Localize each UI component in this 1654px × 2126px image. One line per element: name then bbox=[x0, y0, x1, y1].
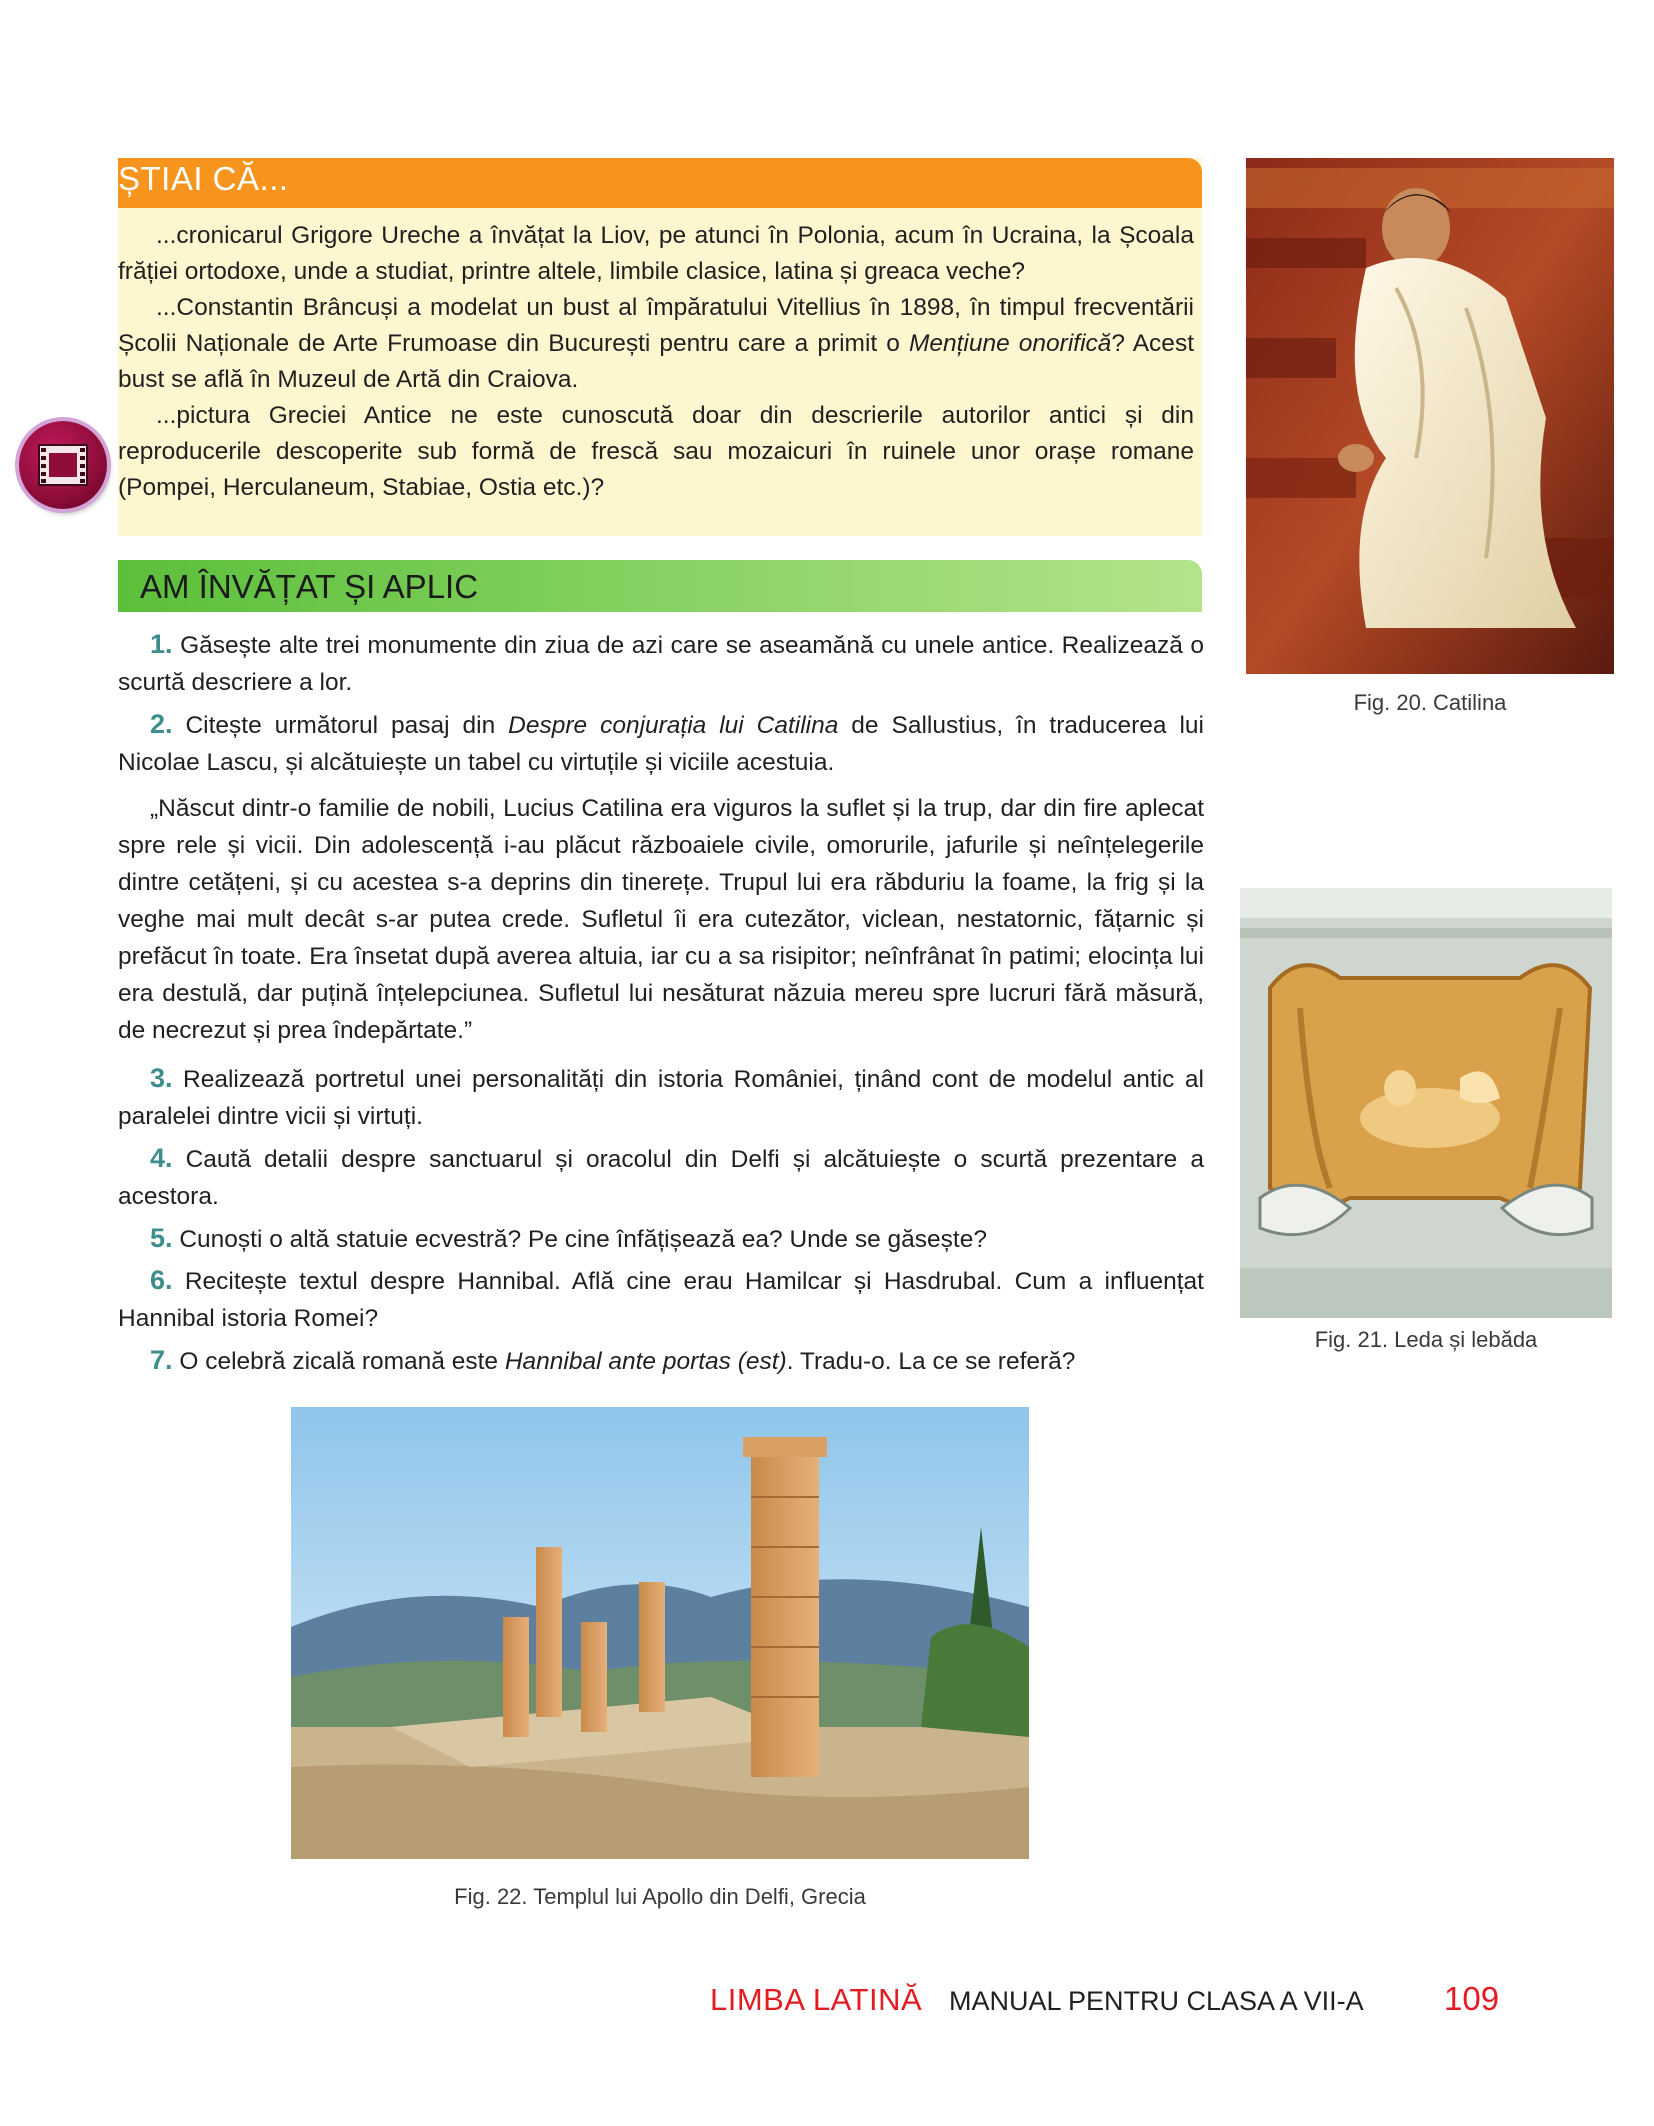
stiai-title: ȘTIAI CĂ... bbox=[118, 160, 289, 197]
catilina-painting bbox=[1246, 158, 1614, 674]
stiai-item-pictura: ...pictura Greciei Antice ne este cunoscută doar din descrierile autorilor antici și din reproducerile descoperite sub formă de frescă sau mozaicuri în ruinele unor orașe romane (Pompei, Herculaneum, Stabiae, Ostia etc.)? bbox=[118, 402, 1194, 501]
catilina-quote: „Născut dintr-o familie de nobili, Lucius Catilina era viguros la suflet și la trup, dar din fire aplecat spre rele și vicii. Din adolescență i-au plăcut războaiele civile, omorurile, jafurile și neînțelegerile dintre cetățeni, și cu acestea s-a deprins din tinerețe. Trupul lui era răbduriu la foame, la frig și la veghe mai mult decât s-ar putea crede. Sufletul îi era cutezător, viclean, nestatornic, fățarnic și prefăcut în toate. Era însetat după averea altuia, iar cu a sa risipitor; neînfrânat în patimi; elocința lui era destulă, dar puțină înțelepciunea. Sufletul lui nesăturat năzuia mereu spre lucruri fără măsură, de necrezut și prea îndepărtate.” bbox=[118, 795, 1204, 1044]
fig22-caption: Fig. 22. Templul lui Apollo din Delfi, Grecia bbox=[454, 1884, 866, 1909]
stiai-item-ureche: ...cronicarul Grigore Ureche a învățat la Liov, pe atunci în Polonia, acum în Ucraina, la Școala frăției ortodoxe, unde a studiat, printre altele, limbile clasice, latina și greaca veche? bbox=[118, 222, 1194, 285]
task-4: 4. Caută detalii despre sanctuarul și oracolul din Delfi și alcătuiește o scurtă prezentare a acestora. bbox=[118, 1143, 1204, 1210]
page-number: 109 bbox=[1444, 1980, 1500, 2017]
task-7: 7. O celebră zicală romană este Hannibal ante portas (est). Tradu-o. La ce se referă? bbox=[150, 1345, 1076, 1375]
footer-title: LIMBA LATINĂ bbox=[710, 1982, 923, 2017]
fig20-caption: Fig. 20. Catilina bbox=[1353, 690, 1507, 715]
fig21-caption: Fig. 21. Leda și lebăda bbox=[1314, 1327, 1538, 1352]
task-1: 1. Găsește alte trei monumente din ziua de azi care se aseamănă cu unele antice. Realizează o scurtă descriere a lor. bbox=[118, 629, 1204, 696]
film-strip-icon[interactable] bbox=[19, 421, 107, 509]
task-6: 6. Recitește textul despre Hannibal. Află cine erau Hamilcar și Hasdrubal. Cum a influențat Hannibal istoria Romei? bbox=[118, 1265, 1204, 1332]
apollo-temple-photo-art bbox=[291, 1407, 1029, 1859]
task-2: 2. Citește următorul pasaj din Despre conjurația lui Catilina de Sallustius, în traducerea lui Nicolae Lascu, și alcătuiește un tabel cu virtuțile și viciile acestuia. bbox=[118, 709, 1204, 776]
stiai-item-brancusi: ...Constantin Brâncuși a modelat un bust al împăratului Vitellius în 1898, în timpul frecventării Școlii Naționale de Arte Frumoase din București pentru care a primit o Mențiune onorifică? Acest bust se află în Muzeul de Artă din Craiova. bbox=[118, 294, 1194, 393]
aplic-title: AM ÎNVĂȚAT ȘI APLIC bbox=[140, 568, 479, 605]
task-5: 5. Cunoști o altă statuie ecvestră? Pe cine înfățișează ea? Unde se găsește? bbox=[150, 1223, 987, 1253]
leda-relief-art bbox=[1240, 888, 1612, 1318]
apollo-temple-photo bbox=[291, 1407, 1029, 1859]
film-strip-glyph bbox=[19, 421, 107, 509]
footer-subtitle: MANUAL PENTRU CLASA A VII-A bbox=[949, 1986, 1364, 2016]
task-3: 3. Realizează portretul unei personalități din istoria României, ținând cont de modelul antic al paralelei dintre vicii și virtuți. bbox=[118, 1063, 1204, 1130]
leda-relief bbox=[1240, 888, 1612, 1318]
catilina-painting-art bbox=[1246, 158, 1614, 674]
